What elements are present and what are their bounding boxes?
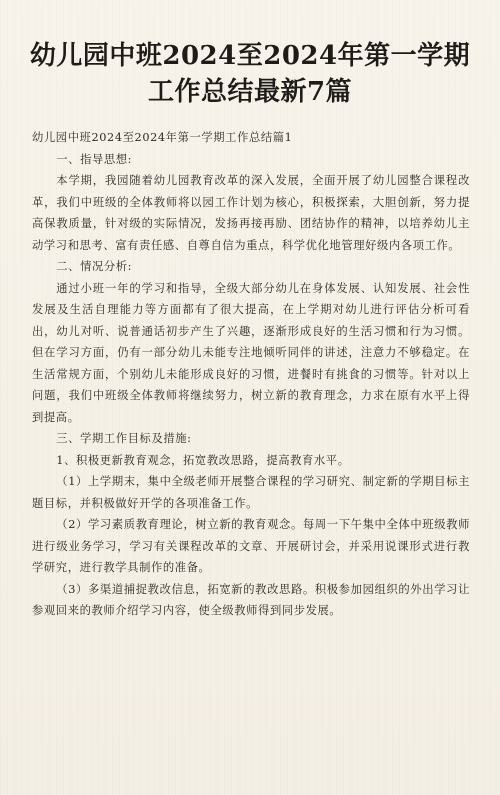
section-3-item-1-2: （2）学习素质教育理论，树立新的教育观念。每周一下午集中全体中班级教师进行级业务学习，学习有关课程改革的文章、开展研讨会，并采用说课形式进行教学研究，进行教学具制作的准备。 (32, 518, 470, 574)
section-1-heading: 一、指导思想: (56, 152, 133, 166)
section-1-paragraph: 本学期，我园随着幼儿园教育改革的深入发展，全面开展了幼儿园整合课程改革，我们中班级的全体教师将以园工作计划为核心，积极探索，大胆创新，努力提高保教质量，针对级的实际情况，发扬再接再励、团结协作的精神，以培养幼儿主动学习和思考、富有责任感、自尊自信为重点，科学优化地管理好级内各项工作。 (32, 174, 470, 252)
section-3-item-1-1: （1）上学期末，集中全级老师开展整合课程的学习研究、制定新的学期目标主题目标，并积极做好开学的各项准备工作。 (32, 475, 470, 510)
document-body (32, 127, 470, 622)
section-3-heading: 三、学期工作目标及措施: (56, 432, 192, 445)
article-subtitle: 幼儿园中班2024至2024年第一学期工作总结篇1 (32, 131, 293, 144)
section-3-item-1: 1、积极更新教育观念，拓宽教改思路，提高教育水平。 (56, 453, 350, 467)
section-3-item-1-3: （3）多渠道捕捉教改信息，拓宽新的教改思路。积极参加园组织的外出学习让参观回来的教师介绍学习内容，使全级教师得到同步发展。 (32, 582, 470, 617)
document-title: 幼儿园中班2024至2024年第一学期工作总结最新7篇 (29, 41, 471, 107)
section-2-heading: 二、情况分析: (56, 260, 133, 273)
section-2-paragraph: 通过小班一年的学习和指导，全级大部分幼儿在身体发展、认知发展、社会性发展及生活自理能力等方面都有了很大提高，在上学期对幼儿进行评估分析可看出，幼儿对听、说普通话初步产生了兴趣，逐渐形成良好的生活习惯和行为习惯。但在学习方面，仍有一部分幼儿未能专注地倾听同伴的讲述，注意力不够稳定。在生活常规方面，个别幼儿未能形成良好的习惯，进餐时有挑食的习惯等。针对以上问题，我们中班级全体教师将继续努力，树立新的教育理念，力求在原有水平上得到提高。 (32, 281, 470, 424)
